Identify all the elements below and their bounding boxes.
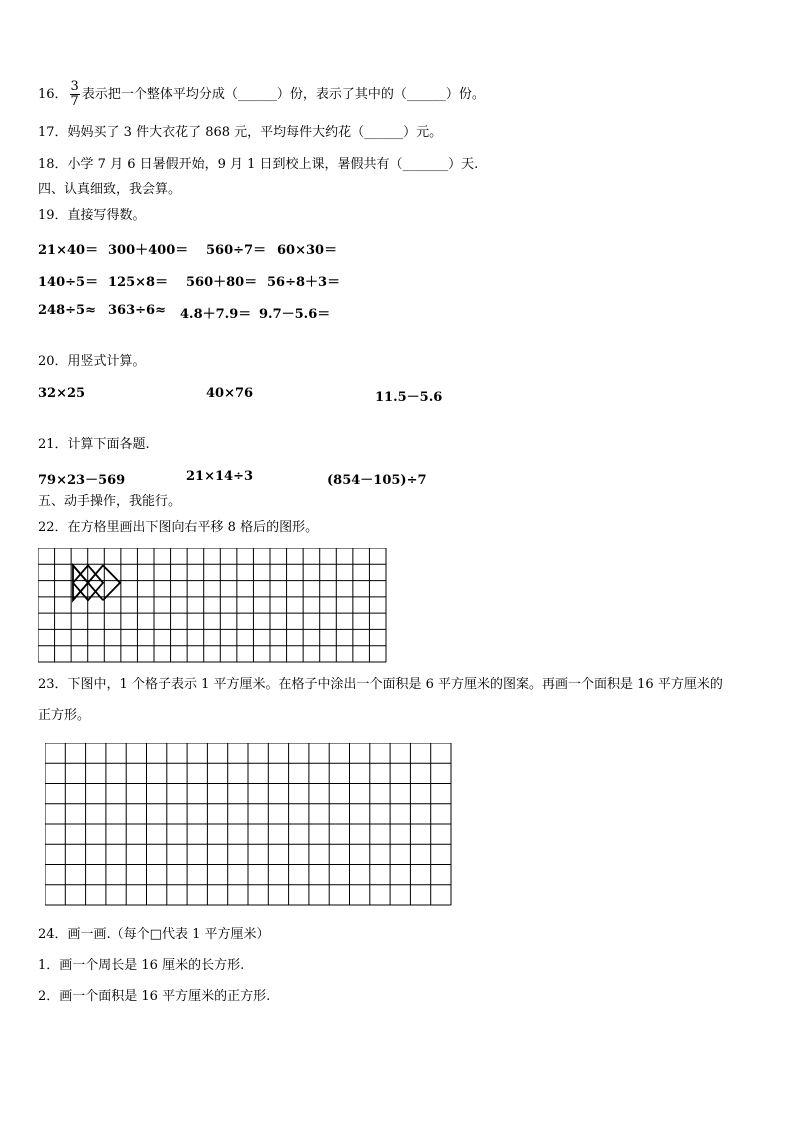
expression: 140÷5＝ bbox=[38, 275, 99, 290]
question-text: ）天. bbox=[448, 157, 479, 172]
fraction bbox=[70, 80, 80, 109]
question-number: 18． bbox=[38, 157, 68, 172]
expression: 79×23－569 bbox=[38, 473, 126, 488]
question-text: ）元。 bbox=[403, 125, 443, 140]
diamond-shape bbox=[73, 565, 120, 600]
question-18 bbox=[38, 157, 478, 173]
question-text: ）份，表示了其中的（ bbox=[276, 87, 407, 102]
answer-blank[interactable]: ______ bbox=[406, 87, 446, 102]
question-number: 16． bbox=[38, 87, 68, 102]
question-16 bbox=[38, 80, 485, 109]
question-23-line2: 正方形。 bbox=[38, 708, 91, 723]
answer-blank[interactable]: ______ bbox=[364, 125, 404, 140]
question-23-line1: 23．下图中，1 个格子表示 1 平方厘米。在格子中涂出一个面积是 6 平方厘米的图案。再画一个面积是 16 平方厘米的 bbox=[38, 677, 723, 692]
question-21-title: 21．计算下面各题. bbox=[38, 437, 150, 452]
expression: 125×8＝ bbox=[108, 275, 169, 290]
question-24-item-1: 1．画一个周长是 16 厘米的长方形. bbox=[38, 958, 245, 973]
expression: 60×30＝ bbox=[277, 243, 338, 258]
question-24-title: 24．画一画.（每个□代表 1 平方厘米） bbox=[38, 927, 270, 942]
answer-blank[interactable]: ______ bbox=[237, 87, 277, 102]
answer-blank[interactable]: _______ bbox=[402, 157, 449, 172]
expression: 21×14÷3 bbox=[186, 469, 254, 484]
section-heading-4: 四、认真细致，我会算。 bbox=[38, 182, 182, 197]
expression: 363÷6≈ bbox=[108, 303, 166, 318]
expression: 560＋80＝ bbox=[186, 275, 258, 290]
grid-22[interactable] bbox=[38, 548, 388, 664]
question-22-title: 22．在方格里画出下图向右平移 8 格后的图形。 bbox=[38, 520, 319, 535]
question-17 bbox=[38, 125, 442, 141]
question-text: 妈妈买了 3 件大衣花了 868 元，平均每件大约花（ bbox=[67, 125, 365, 140]
question-text: 小学 7 月 6 日暑假开始，9 月 1 日到校上课，暑假共有（ bbox=[67, 157, 403, 172]
question-number: 17． bbox=[38, 125, 68, 140]
expression: 40×76 bbox=[206, 386, 254, 401]
expression: 21×40＝ bbox=[38, 243, 99, 258]
question-text: 表示把一个整体平均分成（ bbox=[81, 87, 238, 102]
expression: 56÷8＋3＝ bbox=[267, 275, 341, 290]
section-heading-5: 五、动手操作，我能行。 bbox=[38, 494, 182, 509]
expression: 4.8＋7.9＝ bbox=[180, 307, 252, 322]
expression: 560÷7＝ bbox=[206, 243, 267, 258]
expression: 11.5－5.6 bbox=[375, 390, 443, 405]
expression: 248÷5≈ bbox=[38, 303, 96, 318]
expression: 300＋400＝ bbox=[108, 243, 189, 258]
fraction-denominator: 7 bbox=[70, 94, 79, 109]
question-24-item-2: 2．画一个面积是 16 平方厘米的正方形. bbox=[38, 989, 271, 1004]
expression: (854－105)÷7 bbox=[327, 473, 427, 488]
question-20-title: 20．用竖式计算。 bbox=[38, 354, 146, 369]
question-text: ）份。 bbox=[445, 87, 485, 102]
grid-23[interactable] bbox=[45, 743, 453, 907]
expression: 32×25 bbox=[38, 386, 86, 401]
question-19-title: 19．直接写得数。 bbox=[38, 208, 146, 223]
fraction-numerator: 3 bbox=[70, 79, 79, 94]
expression: 9.7－5.6＝ bbox=[259, 307, 331, 322]
